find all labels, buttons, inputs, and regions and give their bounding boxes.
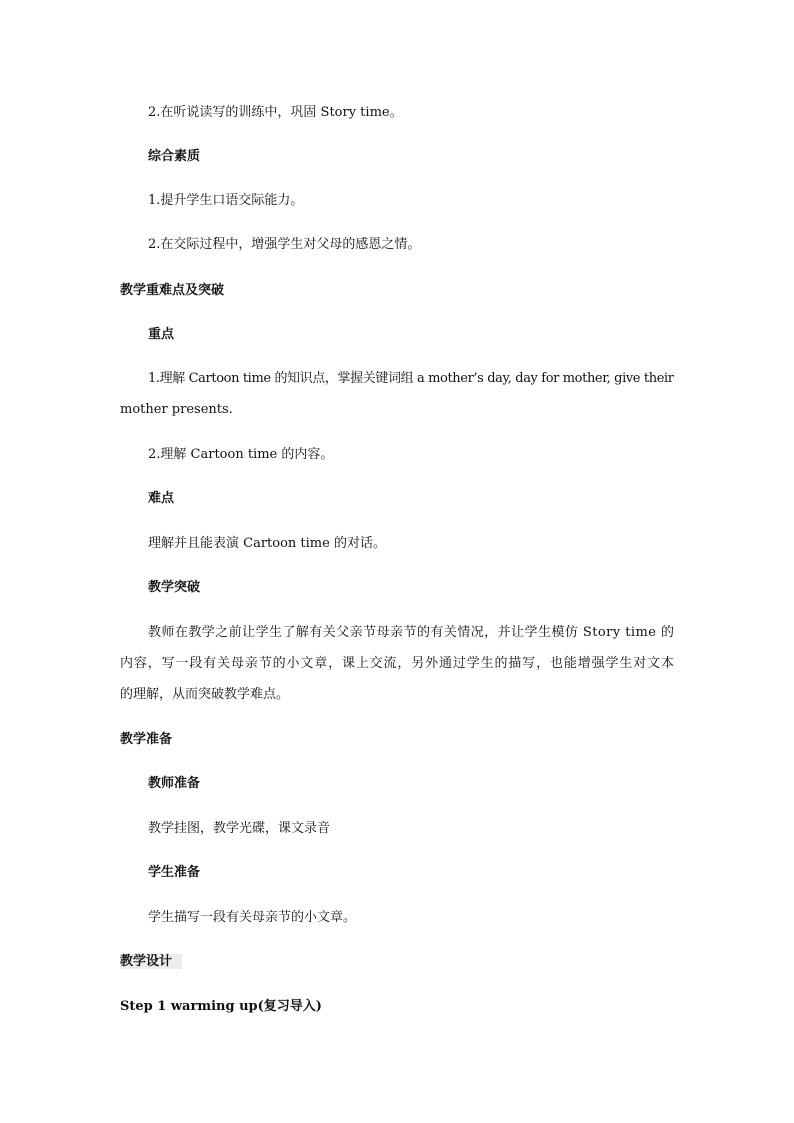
heading-teaching-preparation: 教学准备	[120, 732, 173, 747]
breakthrough-line-1: 教师在教学之前让学生了解有关父亲节母亲节的有关情况，并让学生模仿 Story time 的	[148, 625, 675, 640]
subheading-teacher-preparation: 教师准备	[148, 776, 201, 791]
teaching-design-highlight: 教学设计	[120, 954, 182, 969]
heading-key-difficult-points: 教学重难点及突破	[120, 283, 225, 298]
teacher-preparation-text: 教学挂图，教学光碟，课文录音	[148, 821, 331, 836]
subheading-student-preparation: 学生准备	[148, 865, 201, 880]
key-point-2: 2.理解 Cartoon time 的内容。	[148, 447, 334, 462]
student-preparation-text: 学生描写一段有关母亲节的小文章。	[148, 910, 357, 925]
subheading-key-points: 重点	[148, 327, 175, 342]
key-point-1-line-1: 1.理解 Cartoon time 的知识点，掌握关键词组 a mother’s day, day for mother, give their	[148, 371, 674, 386]
subheading-comprehensive-quality: 综合素质	[148, 149, 201, 164]
quality-line-2: 2.在交际过程中，增强学生对父母的感恩之情。	[148, 237, 421, 252]
subheading-difficult-points: 难点	[148, 491, 175, 506]
objective-line-2: 2.在听说读写的训练中，巩固 Story time。	[148, 105, 403, 120]
quality-line-1: 1.提升学生口语交际能力。	[148, 193, 304, 208]
key-point-1-line-2: mother presents.	[120, 402, 233, 417]
step-1-heading: Step 1 warming up(复习导入)	[120, 999, 322, 1014]
heading-teaching-design	[120, 953, 182, 971]
difficult-point-text: 理解并且能表演 Cartoon time 的对话。	[148, 536, 386, 551]
breakthrough-line-3: 的理解，从而突破教学难点。	[120, 687, 290, 702]
subheading-breakthrough: 教学突破	[148, 580, 201, 595]
breakthrough-line-2: 内容，写一段有关母亲节的小文章，课上交流，另外通过学生的描写，也能增强学生对文本	[120, 656, 675, 671]
